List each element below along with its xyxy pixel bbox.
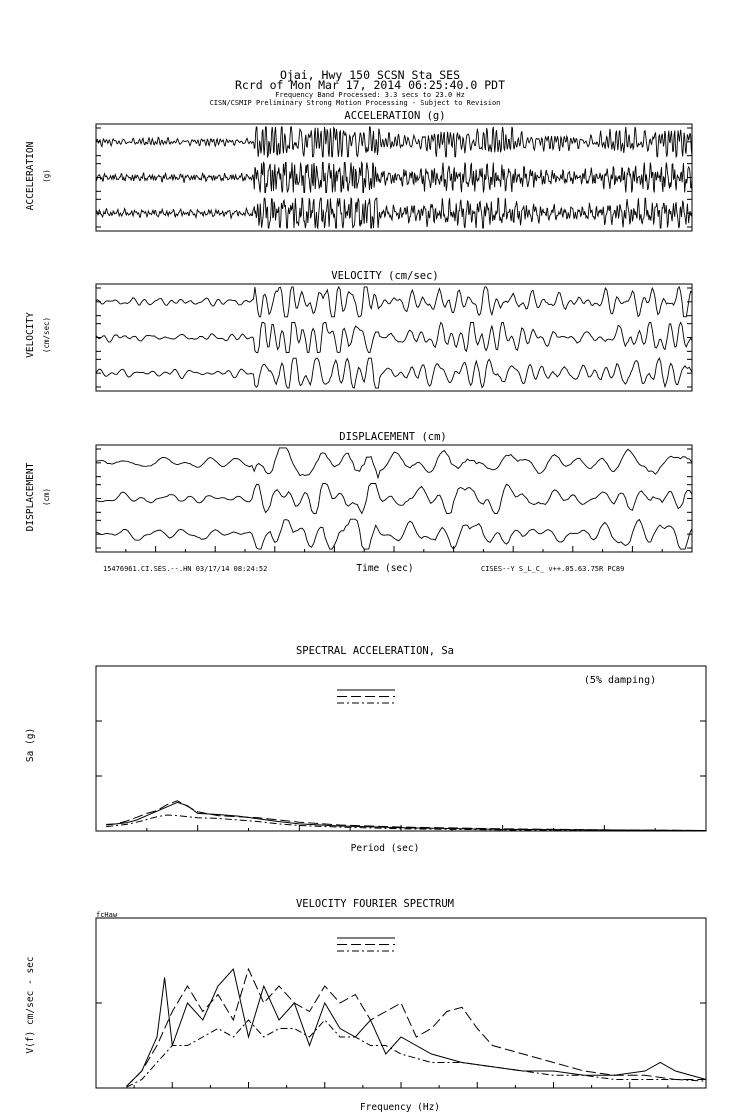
vfs-title: VELOCITY FOURIER SPECTRUM [295, 898, 455, 910]
trace-line [96, 127, 692, 157]
series-line-2 [106, 801, 706, 831]
trace-line [96, 519, 692, 549]
time-axis [96, 546, 692, 552]
vfs-ylabel: V(f) cm/sec - sec [25, 956, 36, 1054]
trace-line [96, 323, 692, 353]
displacement-title: DISPLACEMENT (cm) [339, 431, 447, 443]
series-line-3 [127, 1020, 707, 1087]
processing-version-footer: CISES--Y S_L_C_ v++.05.63.75R PC89 [481, 565, 625, 573]
vfs-xlabel: Frequency (Hz) [359, 1102, 441, 1113]
trace-line [96, 358, 692, 388]
frequency-band-note: Frequency Band Processed: 3.3 secs to 23.0 Hz [275, 91, 465, 99]
sa-damping-annotation: (5% damping) [583, 675, 657, 686]
displacement-side-label: DISPLACEMENT [25, 462, 36, 532]
trace-line [96, 448, 692, 478]
velocity-fourier-chart [25, 898, 706, 1113]
sa-title: SPECTRAL ACCELERATION, Sa [295, 645, 455, 657]
vfs-plot-area [96, 918, 706, 1088]
sa-ylabel: Sa (g) [25, 727, 36, 763]
trace-line [96, 484, 692, 514]
velocity-side-label: VELOCITY [25, 312, 36, 358]
series-line-1 [106, 802, 706, 830]
series-line-2 [127, 969, 707, 1086]
series-line-1 [127, 969, 707, 1086]
trace-line [96, 163, 692, 193]
vfs-corner-label: fcHaw [96, 911, 118, 919]
acceleration-title: ACCELERATION (g) [344, 110, 446, 122]
acceleration-unit-label: (g) [42, 169, 51, 183]
velocity-title: VELOCITY (cm/sec) [331, 270, 439, 282]
record-title: Ojai, Hwy 150 SCSN Sta SES [279, 68, 461, 82]
velocity-unit-label: (cm/sec) [42, 316, 51, 354]
acceleration-side-label: ACCELERATION [25, 141, 36, 211]
time-axis-label: Time (sec) [356, 563, 414, 574]
sa-xlabel: Period (sec) [350, 843, 420, 854]
record-subtitle: Rcrd of Mon Mar 17, 2014 06:25:40.0 PDT [234, 78, 506, 92]
panel-frame [96, 445, 692, 552]
trace-line [96, 287, 692, 317]
processing-note: CISN/CSMIP Preliminary Strong Motion Processing - Subject to Revision [209, 99, 501, 107]
velocity-panel [25, 270, 692, 391]
acceleration-panel [25, 110, 692, 231]
displacement-unit-label: (cm) [42, 487, 51, 507]
sa-plot-area [96, 666, 706, 831]
spectral-acceleration-chart [25, 645, 706, 854]
displacement-panel [25, 431, 692, 552]
record-id-footer: 15476961.CI.SES.--.HN 03/17/14 08:24:52 [103, 565, 268, 573]
trace-line [96, 198, 692, 228]
